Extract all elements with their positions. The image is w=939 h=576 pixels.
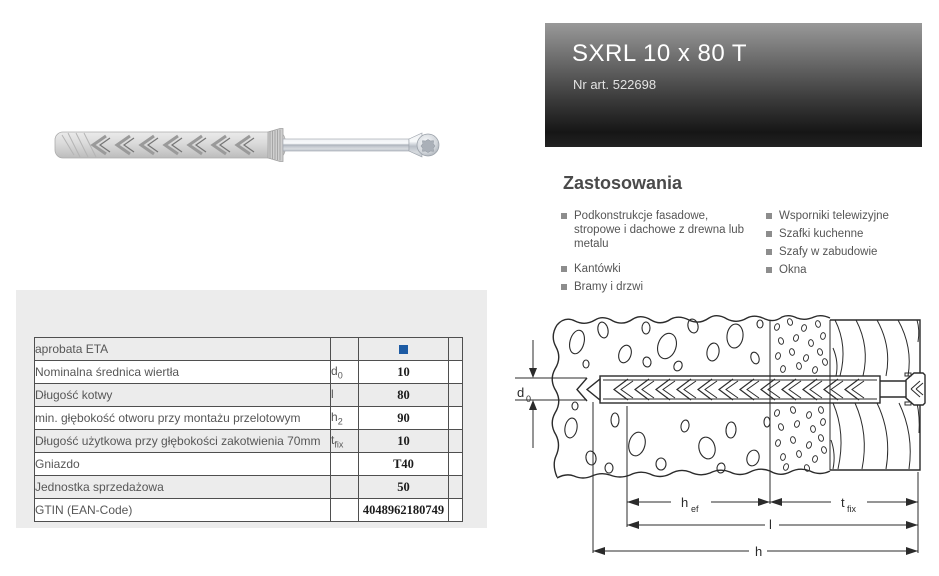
- list-item: Szafki kuchenne: [766, 227, 931, 241]
- plaster-dots-pattern: [774, 318, 829, 472]
- list-item: Podkonstrukcje fasadowe, stropowe i dachowe z drewna lub metalu: [561, 209, 766, 251]
- spec-label: Długość kotwy: [35, 384, 331, 407]
- bullet-square-icon: [766, 249, 772, 255]
- svg-text:ef: ef: [691, 504, 699, 514]
- spec-value: T40: [359, 453, 449, 476]
- bullet-square-icon: [766, 267, 772, 273]
- bullet-square-icon: [766, 231, 772, 237]
- applications-section: [561, 173, 933, 298]
- table-row: min. głębokość otworu przy montażu przelotowym $h_2$ 90: [35, 407, 463, 430]
- applications-list-right: [766, 209, 931, 298]
- spec-value: 90: [359, 407, 449, 430]
- screw-head-section: [906, 373, 925, 405]
- list-item: Wsporniki telewizyjne: [766, 209, 931, 223]
- spec-label: GTIN (EAN-Code): [35, 499, 331, 522]
- table-row: [35, 338, 463, 361]
- spec-value: 10: [359, 361, 449, 384]
- bullet-square-icon: [561, 213, 567, 219]
- product-header: [545, 23, 922, 147]
- plug-sleeve: [55, 129, 285, 162]
- spec-label: aprobata ETA: [35, 338, 331, 361]
- spec-label: Nominalna średnica wiertła: [35, 361, 331, 384]
- table-row: Długość kotwy l 80: [35, 384, 463, 407]
- table-row: [35, 453, 463, 476]
- list-item: Bramy i drzwi: [561, 280, 766, 294]
- l-label: l: [769, 517, 772, 532]
- spec-table: [34, 337, 463, 522]
- anchor-cross-section: [577, 373, 925, 405]
- spec-value: 50: [359, 476, 449, 499]
- applications-list-left: [561, 209, 766, 298]
- product-photo: [50, 118, 450, 170]
- torx-icon: [421, 140, 435, 153]
- spec-value: 4048962180749: [359, 499, 449, 522]
- bullet-square-icon: [561, 266, 567, 272]
- spec-label: Gniazdo: [35, 453, 331, 476]
- h-label: h: [755, 544, 763, 559]
- spec-value: 10: [359, 430, 449, 453]
- eta-approval-icon: [399, 345, 408, 354]
- table-row: Nominalna średnica wiertła $d_0$ 10: [35, 361, 463, 384]
- spec-label: Jednostka sprzedażowa: [35, 476, 331, 499]
- article-number: Nr art. 522698: [573, 77, 657, 92]
- table-row: [35, 476, 463, 499]
- spec-panel: [16, 290, 487, 528]
- list-item: Szafy w zabudowie: [766, 245, 931, 259]
- hef-label: h: [681, 495, 689, 510]
- svg-text:0: 0: [526, 394, 532, 404]
- svg-text:fix: fix: [847, 504, 856, 514]
- bullet-square-icon: [561, 284, 567, 290]
- installation-diagram: [515, 300, 939, 576]
- dimension-lines: [593, 402, 918, 559]
- table-row: Długość użytkowa przy głębokości zakotwienia 70mm $t_{fix}$ 10: [35, 430, 463, 453]
- product-title: SXRL 10 x 80 T: [572, 40, 748, 67]
- spec-value: 80: [359, 384, 449, 407]
- screw: [283, 133, 439, 157]
- list-item: Kantówki: [561, 262, 766, 276]
- list-item: Okna: [766, 263, 931, 277]
- table-row: [35, 499, 463, 522]
- bullet-square-icon: [766, 213, 772, 219]
- d0-label: d: [517, 385, 525, 400]
- applications-heading: Zastosowania: [563, 173, 683, 193]
- spec-label: Długość użytkowa przy głębokości zakotwienia 70mm: [35, 430, 331, 453]
- spec-label: min. głębokość otworu przy montażu przelotowym: [35, 407, 331, 430]
- tfix-label: t: [841, 495, 845, 510]
